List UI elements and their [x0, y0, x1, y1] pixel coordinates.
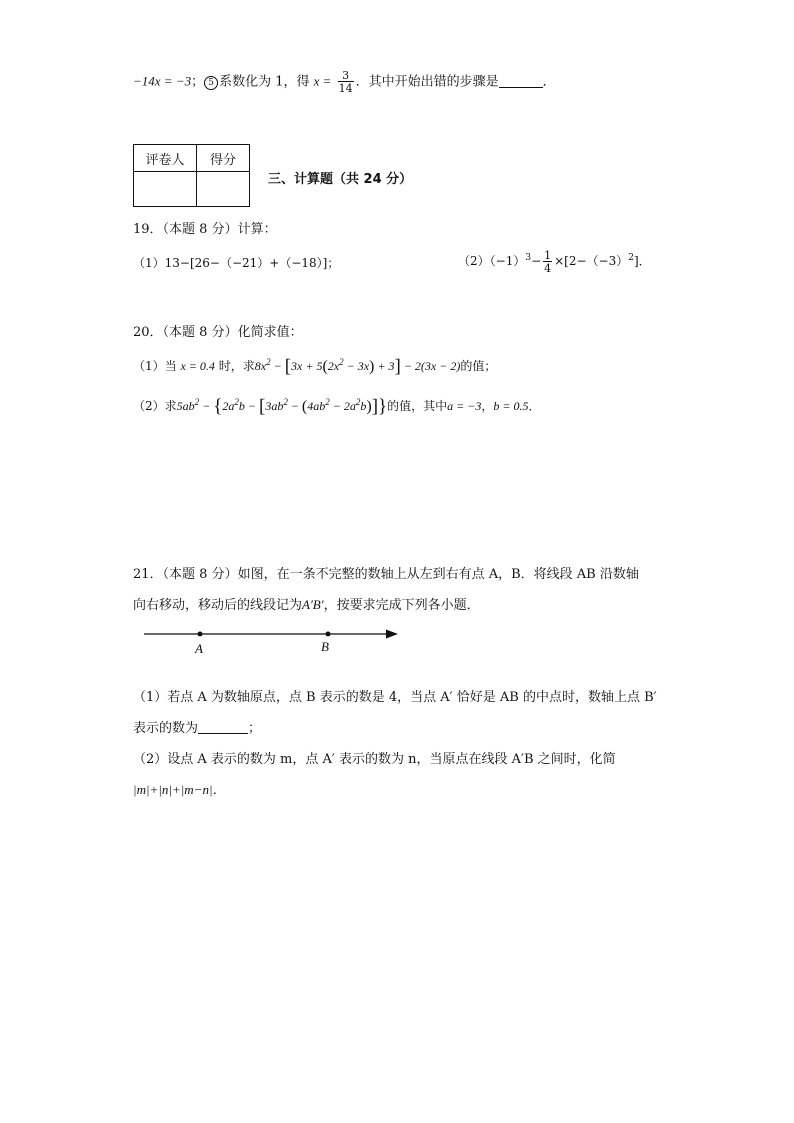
q18-step5-text: 系数化为 1，得: [219, 74, 310, 90]
q20-p1-mid: 时，求: [218, 359, 255, 373]
q20-part-2: [133, 396, 541, 418]
q20-p2-expression: $5ab^2 - \{2a^2b - [3ab^2 - (4ab^2 - 2a^2b)]\}$: [176, 396, 388, 417]
q19-p2-d: ]．: [633, 254, 651, 268]
q21-part-2-line-1: （2）设点 A 表示的数为 m，点 A′ 表示的数为 n，当原点在线段 A′B 之间时，化简: [133, 752, 616, 767]
q21-line2-b: ，按要求完成下列各小题．: [323, 598, 480, 613]
score-table-score-cell[interactable]: [197, 172, 250, 207]
q18-sep: ；: [191, 74, 205, 90]
q20-p2-a: a = −3: [447, 399, 482, 413]
q20-p2-b: b = 0.5: [493, 399, 529, 413]
q21-line-2: [133, 594, 480, 613]
point-b-dot: [326, 632, 331, 637]
q21-answer-blank[interactable]: [198, 721, 248, 734]
q21-line2-seg: A′B′: [302, 597, 324, 612]
q21-part-1-line-1: （1）若点 A 为数轴原点，点 B 表示的数是 4，当点 A′ 恰好是 AB 的中点时，数轴上点 B′: [133, 690, 657, 705]
q20-p1-cond: x = 0.4: [180, 359, 215, 373]
q21-part-2-line-2: |m|+|n|+|m−n|．: [133, 782, 226, 797]
q19-frac-den: 4: [544, 261, 552, 275]
q19-p2-exp: 3: [525, 253, 532, 263]
score-table-grader-cell[interactable]: [134, 172, 197, 207]
q20-title: 20．（本题 8 分）化简求值：: [133, 325, 303, 340]
q18-question: ．其中开始出错的步骤是: [355, 74, 499, 90]
q21-line2-a: 向右移动，移动后的线段记为: [133, 598, 303, 613]
q18-x-eq: x =: [313, 73, 332, 89]
score-table: [133, 144, 250, 207]
q18-tail-line: [133, 70, 556, 94]
point-a-dot: [198, 632, 203, 637]
point-b-label: B: [321, 639, 329, 654]
q20-p2-sep: ，: [481, 399, 494, 413]
q20-p2-end: 的值，其中: [387, 399, 448, 413]
number-line-figure: [140, 623, 410, 657]
q20-p1-expression: $8x^2 - [3x + 5(2x^2 - 3x) + 3] - 2(3x - 2)$: [254, 356, 461, 377]
q19-p2-b: −: [531, 254, 542, 268]
q18-frac-num: 3: [342, 69, 350, 82]
q18-fraction: [338, 70, 354, 94]
section-3-title: 三、计算题（共 24 分）: [268, 172, 413, 187]
score-table-grader-header: 评卷人: [134, 145, 197, 172]
q18-frac-den: 14: [338, 82, 353, 95]
q19-title: 19．（本题 8 分）计算：: [133, 222, 277, 237]
q18-lhs: −14x = −3: [133, 73, 192, 89]
q21-p1-end: ；: [248, 721, 262, 736]
q19-part-2: [458, 248, 651, 274]
point-a-label: A: [195, 641, 203, 656]
q19-frac-num: 1: [544, 248, 552, 262]
step-5-circle: 5: [204, 76, 218, 90]
q21-line-1: 21．（本题 8 分）如图，在一条不完整的数轴上从左到右有点 A，B．将线段 AB 沿数轴: [133, 567, 639, 582]
q19-p2-c: ×[2−（−3）: [554, 254, 629, 268]
q21-part-1-line-2: [133, 717, 261, 736]
q20-p1-end: 的值；: [460, 359, 497, 373]
q19-p2-fraction: [543, 250, 552, 274]
number-line-arrow: [386, 630, 398, 639]
q19-p2-a: （2）（−1）: [458, 254, 526, 268]
q20-p2-period: ．: [528, 399, 541, 413]
q21-p1-line2-text: 表示的数为: [133, 721, 199, 736]
q20-p2-label: （2）求: [133, 399, 177, 413]
q18-answer-blank[interactable]: [499, 75, 543, 88]
q18-end: ．: [542, 74, 556, 90]
q20-part-1: [133, 356, 496, 378]
q20-p1-label: （1）当: [133, 359, 177, 373]
score-table-score-header: 得分: [197, 145, 250, 172]
q19-p2-exp2: 2: [628, 253, 634, 263]
q19-part-1: （1）13−[26−（−21）+（−18）]；: [133, 256, 340, 270]
